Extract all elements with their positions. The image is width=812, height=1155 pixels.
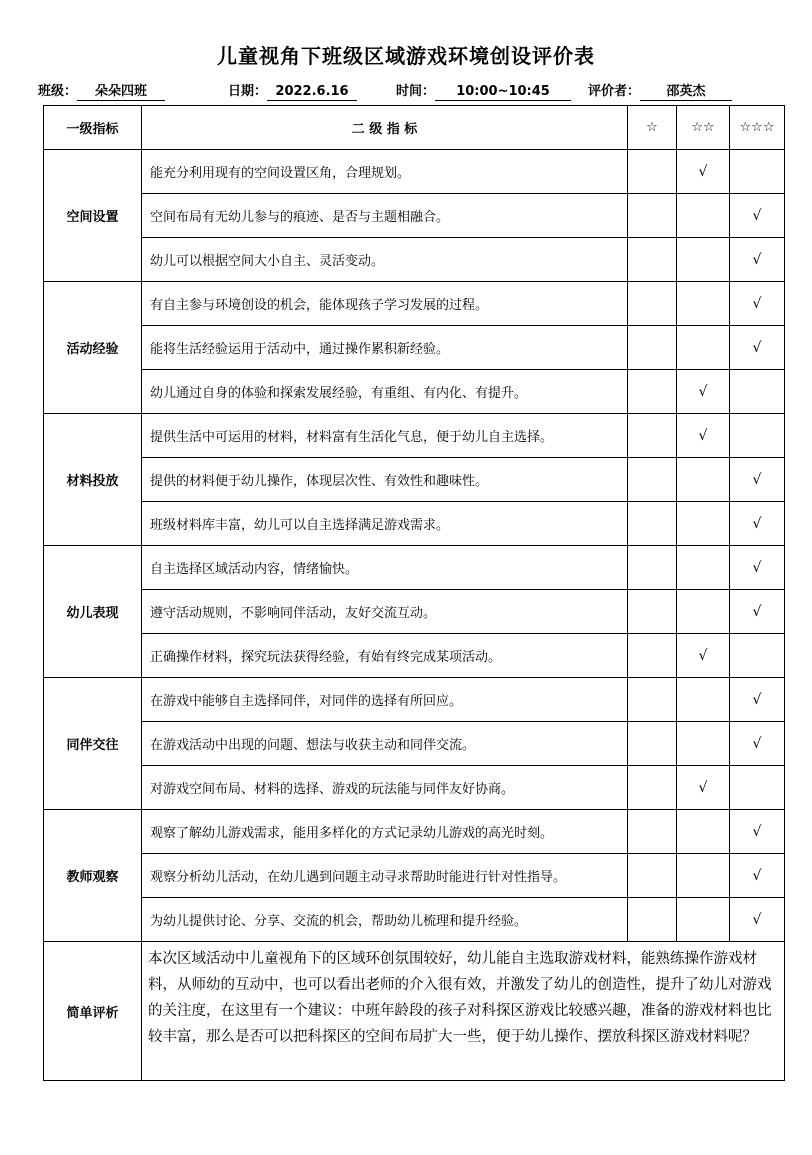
- category-cell: 活动经验: [44, 282, 142, 414]
- class-label: 班级：: [38, 84, 78, 99]
- table-row: [44, 282, 785, 326]
- rating-cell-3-star: [730, 414, 785, 458]
- rating-cell-3-star: [730, 634, 785, 678]
- check-mark-icon: √: [752, 867, 762, 884]
- rating-cell-1-star: [628, 150, 677, 194]
- rating-cell-3-star: [730, 898, 785, 942]
- criterion-cell: 能充分利用现有的空间设置区角，合理规划。: [142, 150, 628, 194]
- table-row: [44, 458, 785, 502]
- comment-row: [44, 942, 785, 1081]
- check-mark-icon: √: [752, 911, 762, 928]
- class-info: [38, 80, 165, 101]
- rating-cell-3-star: [730, 458, 785, 502]
- table-row: [44, 150, 785, 194]
- rating-cell-3-star: [730, 854, 785, 898]
- rating-cell-1-star: [628, 282, 677, 326]
- table-row: [44, 502, 785, 546]
- rating-cell-3-star: [730, 678, 785, 722]
- criterion-cell: 幼儿可以根据空间大小自主、灵活变动。: [142, 238, 628, 282]
- rating-cell-1-star: [628, 238, 677, 282]
- header-one-star: ☆: [628, 106, 677, 150]
- time-label: 时间：: [396, 84, 436, 99]
- rating-cell-2-star: [677, 634, 730, 678]
- check-mark-icon: √: [752, 515, 762, 532]
- rating-cell-3-star: [730, 238, 785, 282]
- category-cell: 同伴交往: [44, 678, 142, 810]
- rating-cell-1-star: [628, 370, 677, 414]
- category-cell: 教师观察: [44, 810, 142, 942]
- check-mark-icon: √: [752, 295, 762, 312]
- criterion-cell: 空间布局有无幼儿参与的痕迹、是否与主题相融合。: [142, 194, 628, 238]
- criterion-cell: 能将生活经验运用于活动中，通过操作累积新经验。: [142, 326, 628, 370]
- table-row: [44, 810, 785, 854]
- table-row: [44, 194, 785, 238]
- rating-cell-1-star: [628, 722, 677, 766]
- table-row: [44, 546, 785, 590]
- check-mark-icon: √: [698, 779, 708, 796]
- page-title: 儿童视角下班级区域游戏环境创设评价表: [217, 44, 595, 68]
- evaluator-label: 评价者：: [588, 84, 641, 99]
- rating-cell-2-star: [677, 282, 730, 326]
- rating-cell-1-star: [628, 414, 677, 458]
- rating-cell-3-star: [730, 150, 785, 194]
- rating-cell-3-star: [730, 722, 785, 766]
- check-mark-icon: √: [752, 823, 762, 840]
- header-two-star: ☆☆: [677, 106, 730, 150]
- criterion-cell: 正确操作材料，探究玩法获得经验，有始有终完成某项活动。: [142, 634, 628, 678]
- table-row: [44, 370, 785, 414]
- rating-cell-1-star: [628, 502, 677, 546]
- table-row: [44, 238, 785, 282]
- class-value: 朵朵四班: [77, 84, 165, 101]
- rating-cell-2-star: [677, 238, 730, 282]
- rating-cell-2-star: [677, 326, 730, 370]
- rating-cell-2-star: [677, 546, 730, 590]
- comment-label: 简单评析: [44, 942, 142, 1081]
- check-mark-icon: √: [698, 383, 708, 400]
- criterion-cell: 幼儿通过自身的体验和探索发展经验，有重组、有内化、有提升。: [142, 370, 628, 414]
- rating-cell-3-star: [730, 810, 785, 854]
- criterion-cell: 班级材料库丰富，幼儿可以自主选择满足游戏需求。: [142, 502, 628, 546]
- check-mark-icon: √: [752, 559, 762, 576]
- rating-cell-3-star: [730, 766, 785, 810]
- rating-cell-2-star: [677, 458, 730, 502]
- rating-cell-3-star: [730, 546, 785, 590]
- rating-cell-2-star: [677, 194, 730, 238]
- check-mark-icon: √: [752, 603, 762, 620]
- rating-cell-2-star: [677, 766, 730, 810]
- table-row: [44, 326, 785, 370]
- rating-cell-3-star: [730, 370, 785, 414]
- table-body: [44, 150, 785, 1081]
- evaluation-table: [43, 105, 785, 1081]
- rating-cell-2-star: [677, 590, 730, 634]
- criterion-cell: 遵守活动规则，不影响同伴活动，友好交流互动。: [142, 590, 628, 634]
- rating-cell-1-star: [628, 194, 677, 238]
- rating-cell-1-star: [628, 898, 677, 942]
- date-value: 2022.6.16: [267, 84, 357, 101]
- rating-cell-2-star: [677, 150, 730, 194]
- evaluator-value: 邵英杰: [640, 84, 732, 101]
- rating-cell-1-star: [628, 590, 677, 634]
- criterion-cell: 观察了解幼儿游戏需求，能用多样化的方式记录幼儿游戏的高光时刻。: [142, 810, 628, 854]
- rating-cell-1-star: [628, 854, 677, 898]
- check-mark-icon: √: [752, 207, 762, 224]
- rating-cell-3-star: [730, 502, 785, 546]
- rating-cell-1-star: [628, 766, 677, 810]
- table-row: [44, 590, 785, 634]
- rating-cell-2-star: [677, 414, 730, 458]
- evaluator-info: [588, 80, 732, 101]
- time-info: [396, 80, 571, 101]
- table-row: [44, 766, 785, 810]
- rating-cell-1-star: [628, 546, 677, 590]
- rating-cell-3-star: [730, 282, 785, 326]
- check-mark-icon: √: [752, 251, 762, 268]
- category-cell: 幼儿表现: [44, 546, 142, 678]
- table-row: [44, 898, 785, 942]
- rating-cell-2-star: [677, 854, 730, 898]
- check-mark-icon: √: [752, 471, 762, 488]
- check-mark-icon: √: [752, 339, 762, 356]
- table-row: [44, 854, 785, 898]
- category-cell: 材料投放: [44, 414, 142, 546]
- rating-cell-2-star: [677, 898, 730, 942]
- rating-cell-3-star: [730, 326, 785, 370]
- rating-cell-1-star: [628, 810, 677, 854]
- table-row: [44, 722, 785, 766]
- check-mark-icon: √: [698, 163, 708, 180]
- rating-cell-1-star: [628, 326, 677, 370]
- rating-cell-2-star: [677, 722, 730, 766]
- comment-text: 本次区域活动中儿童视角下的区域环创氛围较好，幼儿能自主选取游戏材料，能熟练操作游戏材料，从师幼的互动中，也可以看出老师的介入很有效，并激发了幼儿的创造性，提升了幼儿对游戏的关注度，在这里有一个建议：中班年龄段的孩子对科探区游戏比较感兴趣，准备的游戏材料也比较丰富，那么是否可以把科探区的空间布局扩大一些，便于幼儿操作、摆放科探区游戏材料呢？: [142, 942, 785, 1081]
- criterion-cell: 在游戏中能够自主选择同伴，对同伴的选择有所回应。: [142, 678, 628, 722]
- table-row: [44, 678, 785, 722]
- table-row: [44, 634, 785, 678]
- rating-cell-2-star: [677, 678, 730, 722]
- rating-cell-2-star: [677, 810, 730, 854]
- criterion-cell: 在游戏活动中出现的问题、想法与收获主动和同伴交流。: [142, 722, 628, 766]
- criterion-cell: 提供生活中可运用的材料，材料富有生活化气息，便于幼儿自主选择。: [142, 414, 628, 458]
- date-info: [228, 80, 357, 101]
- table-header-row: [44, 106, 785, 150]
- header-three-star: ☆☆☆: [730, 106, 785, 150]
- time-value: 10:00~10:45: [435, 84, 571, 101]
- criterion-cell: 对游戏空间布局、材料的选择、游戏的玩法能与同伴友好协商。: [142, 766, 628, 810]
- criterion-cell: 自主选择区域活动内容，情绪愉快。: [142, 546, 628, 590]
- rating-cell-3-star: [730, 194, 785, 238]
- rating-cell-3-star: [730, 590, 785, 634]
- header-level1: 一级指标: [44, 106, 142, 150]
- check-mark-icon: √: [698, 647, 708, 664]
- check-mark-icon: √: [698, 427, 708, 444]
- rating-cell-2-star: [677, 502, 730, 546]
- rating-cell-1-star: [628, 458, 677, 502]
- category-cell: 空间设置: [44, 150, 142, 282]
- criterion-cell: 有自主参与环境创设的机会，能体现孩子学习发展的过程。: [142, 282, 628, 326]
- check-mark-icon: √: [752, 735, 762, 752]
- header-level2: 二 级 指 标: [142, 106, 628, 150]
- rating-cell-2-star: [677, 370, 730, 414]
- criterion-cell: 为幼儿提供讨论、分享、交流的机会，帮助幼儿梳理和提升经验。: [142, 898, 628, 942]
- date-label: 日期：: [228, 84, 268, 99]
- rating-cell-1-star: [628, 678, 677, 722]
- criterion-cell: 提供的材料便于幼儿操作，体现层次性、有效性和趣味性。: [142, 458, 628, 502]
- table-row: [44, 414, 785, 458]
- rating-cell-1-star: [628, 634, 677, 678]
- check-mark-icon: √: [752, 691, 762, 708]
- criterion-cell: 观察分析幼儿活动，在幼儿遇到问题主动寻求帮助时能进行针对性指导。: [142, 854, 628, 898]
